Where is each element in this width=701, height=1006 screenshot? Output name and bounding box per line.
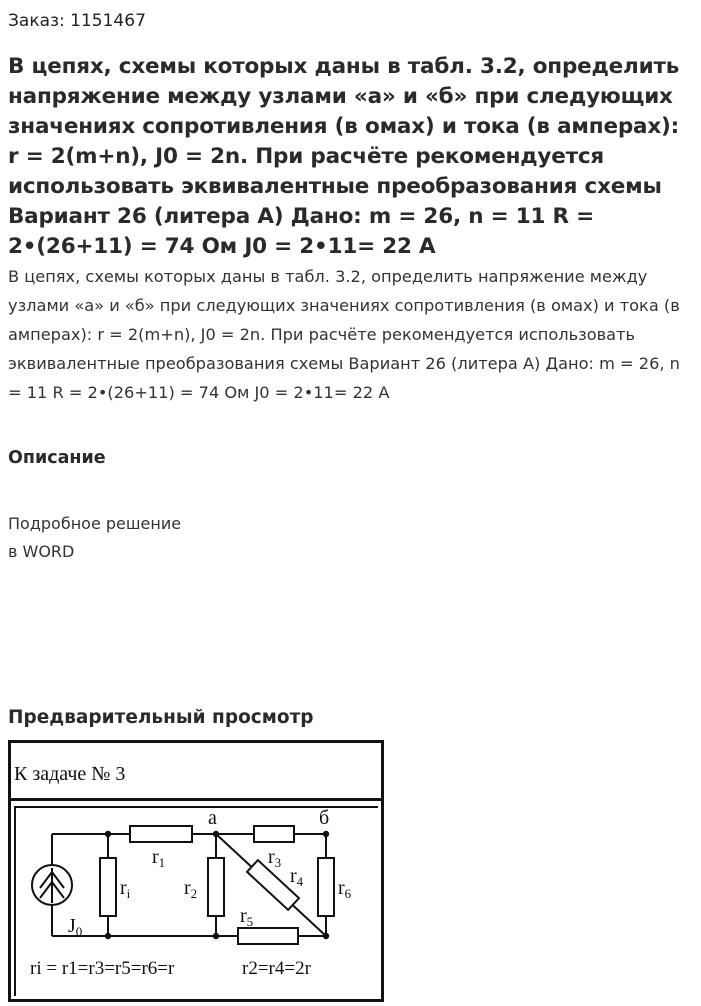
task-label: К задаче № 3 xyxy=(11,743,381,801)
resistor-r2 xyxy=(208,858,224,916)
node-b-label: б xyxy=(319,808,330,829)
resistor-r1 xyxy=(130,826,192,842)
label-r5: $r_5$ xyxy=(240,905,254,929)
formula-right: r2=r4=2r xyxy=(242,958,311,979)
label-r6: $r_6$ xyxy=(338,877,352,901)
label-r2: $r_2$ xyxy=(184,877,198,901)
preview-image xyxy=(8,740,384,1002)
node-b-dot xyxy=(323,831,329,837)
node-a-dot xyxy=(213,831,219,837)
node-dot xyxy=(105,933,111,939)
description-heading: Описание xyxy=(8,448,106,468)
order-number: Заказ: 1151467 xyxy=(8,11,146,31)
formula-left: ri = r1=r3=r5=r6=r xyxy=(30,958,175,979)
node-dot xyxy=(213,933,219,939)
label-j0: $J_0$ xyxy=(68,915,83,939)
node-dot xyxy=(105,831,111,837)
resistor-r3 xyxy=(254,826,294,842)
preview-heading: Предварительный просмотр xyxy=(8,707,314,728)
node-dot xyxy=(323,933,329,939)
label-r1: $r_1$ xyxy=(152,846,166,870)
node-a-label: а xyxy=(208,808,217,829)
description-text xyxy=(8,510,181,566)
circuit-frame xyxy=(14,806,378,996)
label-ri: $r_i$ xyxy=(120,877,131,901)
resistor-r6 xyxy=(318,858,334,916)
circuit-area xyxy=(11,801,381,996)
page-title: В цепях, схемы которых даны в табл. 3.2, определить напряжение между узлами «а» и «б» при следующих значениях сопротивления (в омах) и тока (в амперах): r = 2(m+n), J0 = 2n. При расчёте рекомендуется использовать эквивалентные преобразования схемы Вариант 26 (литера А) Дано: m = 26, n = 11 R = 2•(26+11) = 74 Ом J0 = 2•11= 22 А xyxy=(8,54,680,259)
description-line-2: в WORD xyxy=(8,542,75,561)
task-text: В цепях, схемы которых даны в табл. 3.2, определить напряжение между узлами «а» и «б» при следующих значениях сопротивления (в омах) и тока (в амперах): r = 2(m+n), J0 = 2n. При расчёте рекомендуется использовать эквивалентные преобразования схемы Вариант 26 (литера А) Дано: m = 26, n = 11 R = 2•(26+11) = 74 Ом J0 = 2•11= 22 А xyxy=(8,267,680,402)
label-r4: $r_4$ xyxy=(290,865,304,889)
description-line-1: Подробное решение xyxy=(8,514,182,533)
circuit-diagram xyxy=(16,808,378,996)
resistor-ri xyxy=(100,858,116,916)
resistor-r5 xyxy=(238,928,298,944)
label-r3: $r_3$ xyxy=(268,846,282,870)
